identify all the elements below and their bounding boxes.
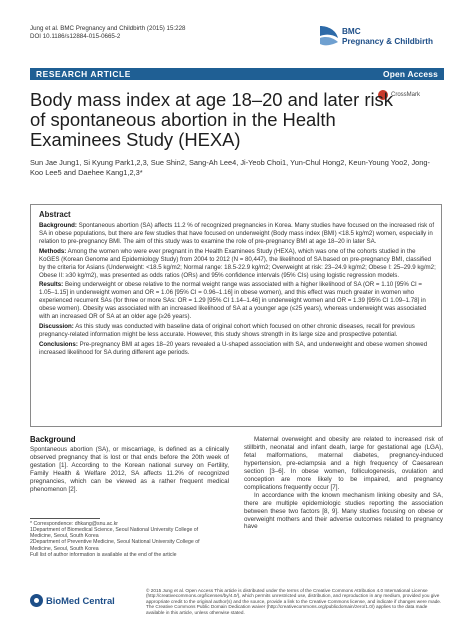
journal-logo-line1: BMC — [342, 27, 361, 36]
background-right-paragraph-1: Maternal overweight and obesity are related to increased risk of stillbirth, neonatal and infant death, large for gestational age (LGA), fetal malformations, maternal diabetes, pregnancy-induced hypertension, pre-eclampsia and a high frequency of Caesarean section [3–6]. In obese women, folliculogenesis, ovulation and conception are more likely to be impaired, and pregnancy complications frequently occur [7]. — [244, 436, 443, 491]
abstract-background — [39, 222, 437, 246]
article-title: Body mass index at age 18–20 and later risk of spontaneous abortion in the Health Examinees Study (HEXA) — [30, 89, 393, 150]
footnote-divider — [30, 518, 100, 519]
background-right-paragraph-2: In accordance with the known mechanism linking obesity and SA, there are multiple epidemiologic studies reporting the association between these two factors [8, 9]. Many studies focusing on obese or overweight mothers and their adverse outcomes related to pregnancy have — [244, 491, 443, 531]
background-right-column — [244, 436, 443, 531]
abstract-discussion-text: As this study was conducted with baseline data of original cohort which focused on other chronic diseases, recall for previous pregnancy-related information might be less accurate. However, this study shows strength in its large size and prospective potential. — [39, 323, 415, 339]
background-left-column — [30, 436, 229, 494]
abstract-conclusions-text: Pre-pregnancy BMI at ages 18–20 years revealed a U-shaped association with SA, and underweight and obese women showed increased likelihood for SA during different age periods. — [39, 340, 428, 356]
abstract-methods-text: Among the women who were ever pregnant in the Health Examinees Study (HEXA), which was one of the cohorts studied in the KoGES (Korean Genome and Epidemiology Study) from 2004 to 2012 (N = 80,447), the likelihood of SA based on pre-pregnancy BMI, classified by the criteria for Asians (Underweight: <18.5 kg/m2; Normal range: 18.5-22.9 kg/m2; Overweight at risk: 23–24.9 kg/m2; Obese I: 25–29.9 kg/m2; Obese II: ≥30 kg/m2), was presented as odds ratios (ORs) and 95% confidence intervals (95% CIs) using logistic regression models. — [39, 247, 436, 279]
abstract-results — [39, 281, 437, 321]
abstract-results-text: Being underweight or obese relative to the normal weight range was associated with a higher likelihood of SA (OR = 1.10 [95% CI = 1.05–1.15] in underweight women and OR = 1.06 [95% CI = 0.96–1.16] in obese women), and this effect was much greater in women who experienced recurrent SAs (for three or more SAs: OR = 1.29 [95% CI 1.14–1.46] in underweight women and OR = 1.39 [95% CI 1.09–1.78] in obese women). Obesity was associated with an increased likelihood of SA at a younger age (≤25 years), whereas underweight was associated with an increased OR of SA at an older age (≥26 years). — [39, 281, 427, 321]
affiliation-line: 1Department of Biomedical Science, Seoul National University College of — [30, 527, 199, 534]
open-access-label: Open Access — [383, 69, 438, 79]
abstract-box — [30, 204, 442, 427]
abstract-discussion-label: Discussion: — [39, 323, 74, 331]
abstract-conclusions-label: Conclusions: — [39, 340, 78, 348]
article-type-banner — [30, 68, 444, 80]
abstract-body — [39, 222, 437, 359]
abstract-heading: Abstract — [39, 210, 71, 219]
biomed-central-icon — [30, 594, 43, 607]
article-type-label: RESEARCH ARTICLE — [36, 69, 131, 79]
abstract-results-label: Results: — [39, 281, 64, 289]
doi-line[interactable]: DOI 10.1186/s12884-015-0665-2 — [30, 32, 121, 40]
abstract-background-label: Background: — [39, 222, 77, 229]
correspondence[interactable]: * Correspondence: dhkang@snu.ac.kr — [30, 521, 119, 527]
bmc-journal-icon — [318, 24, 340, 48]
affiliation-line: Medicine, Seoul, South Korea — [30, 545, 99, 552]
abstract-discussion — [39, 323, 437, 339]
journal-logo[interactable] — [318, 24, 438, 64]
abstract-background-text: Spontaneous abortion (SA) affects 11.2 % of recognized pregnancies in Korea. Many studies have focused on the increased risk of SA in obese populations, but there are few studies that have focused on underweight (Body mass index (BMI) <18.5 kg/m2) women, especially in relation to pre-pregnancy BMI. The aim of this study was to examine the role of pre-pregnancy BMI at age 18–20 in later SA. — [39, 222, 435, 245]
citation-header — [30, 25, 185, 40]
abstract-methods — [39, 248, 437, 280]
affiliations — [30, 521, 225, 558]
publisher-name: BioMed Central — [46, 595, 115, 606]
affiliation-note: Full list of author information is available at the end of the article — [30, 551, 177, 558]
abstract-methods-label: Methods: — [39, 247, 67, 255]
author-list: Sun Jae Jung1, Si Kyung Park1,2,3, Sue Shin2, Sang-Ah Lee4, Ji-Yeob Choi1, Yun-Chul Hong2, Keun-Young Yoo2, Jong-Koo Lee5 and Daehee Kang1,2,3* — [30, 158, 430, 178]
background-heading: Background — [30, 435, 76, 444]
background-left-text: Spontaneous abortion (SA), or miscarriage, is defined as a clinically observed pregnancy that is lost or that ends before the 20th week of gestation [1]. According to the Korean national survey on Fertility, Family Health & Welfare 2012, SA affects 11.2% of recognized pregnancies, which can be viewed as a rather frequent medical phenomenon [2]. — [30, 445, 229, 493]
affiliation-line: Medicine, Seoul, South Korea — [30, 533, 99, 540]
abstract-conclusions — [39, 341, 437, 357]
affiliation-line: 2Department of Preventive Medicine, Seoul National University College of — [30, 539, 200, 546]
license-text: © 2015 Jung et al. Open Access This article is distributed under the terms of the Creative Commons Attribution 4.0 International License (http://creativecommons.org/licenses/by/4.0/), which permits unrestricted use, distribution, and reproduction in any medium, provided you give appropriate credit to the original author(s) and the source, provide a link to the Creative Commons license, and indicate if changes were made. The Creative Commons Public Domain Dedication waiver (http://creativecommons.org/publicdomain/zero/1.0/) applies to the data made available in this article, unless otherwise stated. — [146, 588, 442, 615]
journal-logo-line2: Pregnancy & Childbirth — [342, 37, 433, 46]
crossmark-label: CrossMark — [391, 92, 421, 98]
citation-line: Jung et al. BMC Pregnancy and Childbirth (2015) 15:228 — [30, 25, 186, 32]
biomed-central-logo[interactable] — [30, 592, 140, 608]
